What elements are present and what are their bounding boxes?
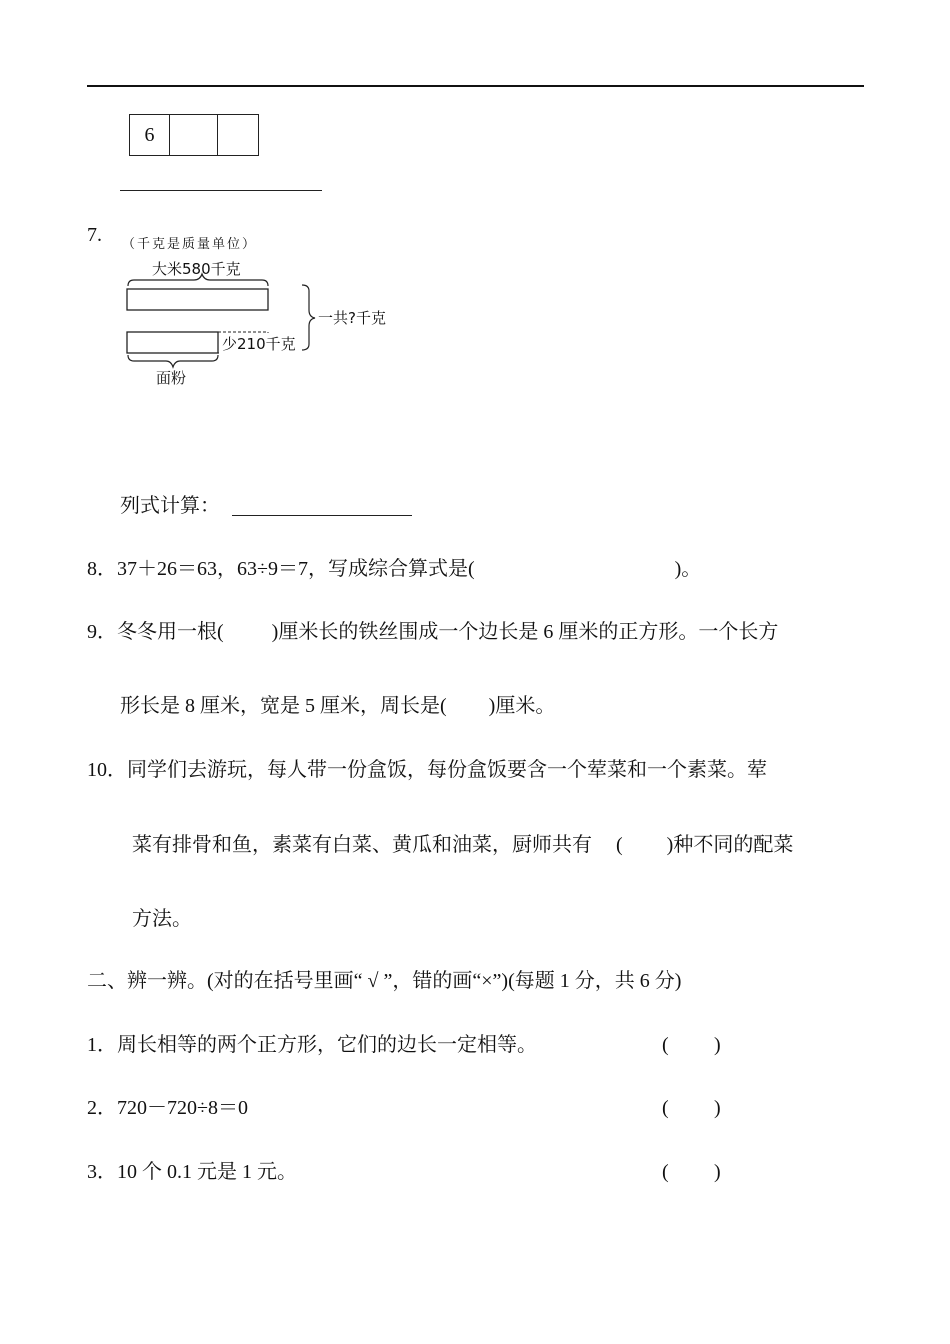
q8-text-after: )。 <box>674 558 702 580</box>
q10-open-paren: ( <box>616 834 623 856</box>
digit-cell-3[interactable] <box>218 115 258 155</box>
formula-answer-line[interactable] <box>232 515 412 516</box>
q8-text-before: 8．37＋26＝63，63÷9＝7，写成综合算式是( <box>87 558 475 580</box>
q9-line2-b: )厘米。 <box>488 695 556 717</box>
judge-item-3-close-paren: ) <box>714 1161 721 1183</box>
formula-label: 列式计算： <box>120 495 220 517</box>
q6-answer-line[interactable] <box>120 190 322 191</box>
digit-grid <box>129 114 259 156</box>
judge-item-3: 3．10 个 0.1 元是 1 元。 <box>87 1161 297 1183</box>
judge-item-2-close-paren: ) <box>714 1097 721 1119</box>
judge-item-3-answer-box[interactable] <box>672 1160 712 1184</box>
flour-label: 面粉 <box>156 369 187 387</box>
rice-bar <box>127 289 268 310</box>
total-label: 一共?千克 <box>318 309 386 327</box>
q10-line2-c: )种不同的配菜 <box>666 834 794 856</box>
judge-item-2: 2．720－720÷8＝0 <box>87 1097 248 1119</box>
flour-bar <box>127 332 218 353</box>
q7-number: 7. <box>87 224 102 246</box>
q9-line1-b: )厘米长的铁丝围成一个边长是 6 厘米的正方形。一个长方 <box>271 621 779 643</box>
q9-line1-a: 9．冬冬用一根( <box>87 621 224 643</box>
digit-cell-1[interactable]: 6 <box>130 115 170 155</box>
q10-line2-a: 菜有排骨和鱼，素菜有白菜、黄瓜和油菜，厨师共有 <box>132 834 592 856</box>
q10-line2 <box>132 833 793 857</box>
q9-line1 <box>87 620 778 644</box>
rice-brace <box>128 274 268 286</box>
judge-item-1-answer-box[interactable] <box>672 1033 712 1057</box>
section2-title: 二、辨一辨。(对的在括号里画“ √ ”，错的画“×”)(每题 1 分，共 6 分) <box>87 970 682 992</box>
judge-item-1: 1．周长相等的两个正方形，它们的边长一定相等。 <box>87 1034 537 1056</box>
total-brace <box>302 285 315 350</box>
rice-label: 大米580千克 <box>152 260 241 278</box>
q9-line2 <box>120 694 555 718</box>
judge-item-1-close-paren: ) <box>714 1034 721 1056</box>
judge-item-1-open-paren: ( <box>662 1034 669 1056</box>
judge-item-2-answer-box[interactable] <box>672 1096 712 1120</box>
less-label: 少210千克 <box>222 335 296 353</box>
flour-brace <box>128 355 218 367</box>
digit-cell-2[interactable] <box>170 115 218 155</box>
q9-line2-a: 形长是 8 厘米，宽是 5 厘米，周长是( <box>120 695 447 717</box>
q7-diagram <box>110 228 430 393</box>
q8-text <box>87 557 701 581</box>
q10-line3: 方法。 <box>132 908 192 930</box>
q10-line1: 10．同学们去游玩，每人带一份盒饭，每份盒饭要含一个荤菜和一个素菜。荤 <box>87 759 767 781</box>
header-rule <box>87 85 864 87</box>
diagram-note: （千克是质量单位） <box>122 237 258 252</box>
judge-item-2-open-paren: ( <box>662 1097 669 1119</box>
judge-item-3-open-paren: ( <box>662 1161 669 1183</box>
